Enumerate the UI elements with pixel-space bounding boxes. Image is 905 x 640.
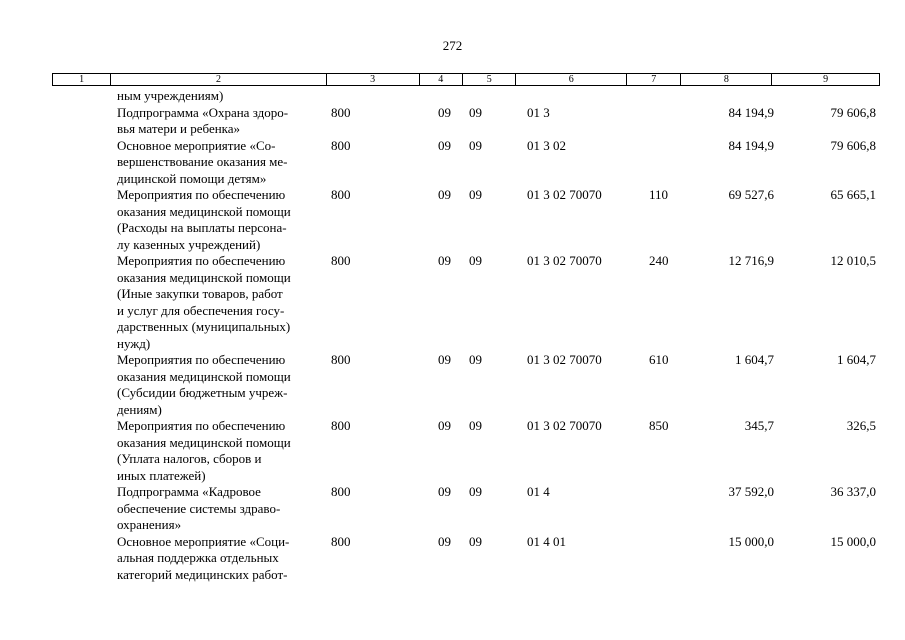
- name-line: Мероприятия по обеспечению: [117, 253, 286, 268]
- cell-col-6: 01 3 02 70070: [527, 253, 602, 268]
- cell-col-8: 84 194,9: [728, 137, 774, 153]
- cell-col-8: 1 604,7: [735, 352, 774, 367]
- column-header-3: 3: [327, 74, 420, 85]
- name-line: категорий медицинских работ-: [117, 566, 288, 582]
- cell-col-5: 09: [469, 418, 482, 433]
- cell-col-9: 79 606,8: [830, 104, 876, 120]
- cell-col-6: [521, 88, 633, 105]
- table-row: [52, 105, 880, 138]
- cell-col-3: 800: [331, 104, 351, 120]
- name-line: обеспечение системы здраво-: [117, 500, 281, 516]
- cell-name: [111, 534, 329, 584]
- cell-name: [111, 187, 329, 253]
- cell-col-1: [52, 187, 111, 253]
- table-body: [52, 88, 880, 583]
- cell-col-9: 326,5: [846, 418, 876, 433]
- cell-col-7: 240: [649, 253, 669, 268]
- cell-col-7: 110: [649, 187, 669, 202]
- cell-name: [111, 253, 329, 352]
- column-header-6: 6: [516, 74, 627, 85]
- column-header-4: 4: [420, 74, 463, 85]
- cell-col-3: 800: [331, 484, 351, 499]
- column-header-1: 1: [53, 74, 111, 85]
- name-line: иных платежей): [117, 467, 206, 483]
- cell-col-5: 09: [469, 137, 482, 153]
- table-row: [52, 138, 880, 188]
- cell-col-1: [52, 88, 111, 105]
- cell-col-4: 09: [438, 533, 451, 549]
- cell-col-4: 09: [438, 187, 451, 202]
- name-line: Основное мероприятие «Со-: [117, 137, 276, 153]
- table-header: [52, 73, 880, 86]
- table-row: [52, 534, 880, 584]
- cell-col-3: 800: [331, 253, 351, 268]
- cell-col-6: 01 4: [527, 484, 550, 499]
- cell-col-5: 09: [469, 352, 482, 367]
- name-line: Мероприятия по обеспечению: [117, 352, 286, 367]
- cell-name: [111, 352, 329, 418]
- name-line: Подпрограмма «Кадровое: [117, 484, 261, 499]
- cell-col-7: [633, 484, 688, 534]
- table-row: [52, 253, 880, 352]
- column-header-8: 8: [681, 74, 772, 85]
- name-line: ным учреждениям): [117, 88, 224, 103]
- cell-col-7: [633, 88, 688, 105]
- table-row: [52, 352, 880, 418]
- name-line: нужд): [117, 335, 151, 351]
- cell-col-8: 69 527,6: [728, 187, 774, 202]
- column-header-2: 2: [111, 74, 326, 85]
- name-line: (Иные закупки товаров, работ: [117, 286, 283, 301]
- cell-name: [111, 105, 329, 138]
- cell-col-9: [780, 88, 880, 105]
- name-line: (Уплата налогов, сборов и: [117, 451, 262, 466]
- cell-col-4: 09: [438, 418, 451, 433]
- cell-col-1: [52, 105, 111, 138]
- cell-col-3: 800: [331, 533, 351, 549]
- cell-col-1: [52, 253, 111, 352]
- cell-col-7: 850: [649, 418, 669, 433]
- cell-col-8: 84 194,9: [728, 104, 774, 120]
- table-row: [52, 484, 880, 534]
- table-row: [52, 187, 880, 253]
- cell-col-6: 01 3 02 70070: [527, 187, 602, 202]
- table-row: [52, 88, 880, 105]
- cell-name: [111, 88, 329, 105]
- name-line: и услуг для обеспечения госу-: [117, 302, 285, 318]
- cell-col-7: 610: [649, 352, 669, 367]
- cell-col-5: 09: [469, 104, 482, 120]
- cell-col-6: 01 3: [527, 104, 550, 120]
- cell-col-3: 800: [331, 137, 351, 153]
- cell-col-8: 345,7: [744, 418, 774, 433]
- name-line: оказания медицинской помощи: [117, 269, 291, 285]
- cell-col-8: 37 592,0: [728, 484, 774, 499]
- name-line: Подпрограмма «Охрана здоро-: [117, 104, 289, 120]
- cell-col-1: [52, 534, 111, 584]
- name-line: вья матери и ребенка»: [117, 121, 241, 136]
- name-line: оказания медицинской помощи: [117, 434, 291, 450]
- cell-name: [111, 138, 329, 188]
- column-header-9: 9: [823, 74, 829, 85]
- name-line: дарственных (муниципальных): [117, 319, 291, 334]
- cell-col-7: [633, 534, 688, 584]
- cell-col-4: 09: [438, 253, 451, 268]
- cell-col-7: [633, 105, 688, 138]
- cell-col-4: 09: [438, 352, 451, 367]
- cell-name: [111, 484, 329, 534]
- name-line: альная поддержка отдельных: [117, 550, 279, 565]
- cell-col-9: 36 337,0: [830, 484, 876, 499]
- cell-col-4: [423, 88, 467, 105]
- name-line: оказания медицинской помощи: [117, 368, 291, 384]
- cell-col-1: [52, 418, 111, 484]
- cell-col-8: [688, 88, 780, 105]
- cell-col-3: [329, 88, 423, 105]
- column-header-7: 7: [627, 74, 681, 85]
- cell-col-8: 12 716,9: [728, 253, 774, 268]
- table-row: [52, 418, 880, 484]
- cell-col-9: 65 665,1: [830, 187, 876, 202]
- cell-col-9: 12 010,5: [830, 253, 876, 268]
- cell-col-7: [633, 138, 688, 188]
- cell-col-1: [52, 352, 111, 418]
- name-line: Основное мероприятие «Соци-: [117, 533, 290, 549]
- name-line: дицинской помощи детям»: [117, 170, 267, 186]
- cell-col-5: 09: [469, 484, 482, 499]
- cell-col-6: 01 3 02 70070: [527, 418, 602, 433]
- name-line: (Расходы на выплаты персона-: [117, 220, 287, 235]
- cell-col-4: 09: [438, 484, 451, 499]
- name-line: охранения»: [117, 517, 182, 532]
- cell-col-6: 01 3 02 70070: [527, 352, 602, 367]
- name-line: (Субсидии бюджетным учреж-: [117, 385, 288, 400]
- cell-col-3: 800: [331, 352, 351, 367]
- cell-col-9: 1 604,7: [837, 352, 876, 367]
- cell-col-6: 01 3 02: [527, 137, 566, 153]
- name-line: Мероприятия по обеспечению: [117, 418, 286, 433]
- cell-col-5: 09: [469, 187, 482, 202]
- cell-col-3: 800: [331, 187, 351, 202]
- cell-col-1: [52, 484, 111, 534]
- cell-col-4: 09: [438, 137, 451, 153]
- cell-col-6: 01 4 01: [527, 533, 566, 549]
- cell-col-1: [52, 138, 111, 188]
- cell-col-8: 15 000,0: [728, 533, 774, 549]
- column-header-5: 5: [463, 74, 516, 85]
- cell-col-3: 800: [331, 418, 351, 433]
- name-line: вершенствование оказания ме-: [117, 154, 288, 169]
- cell-col-4: 09: [438, 104, 451, 120]
- name-line: оказания медицинской помощи: [117, 203, 291, 219]
- name-line: дениям): [117, 401, 162, 417]
- cell-col-9: 79 606,8: [830, 137, 876, 153]
- cell-col-5: 09: [469, 533, 482, 549]
- cell-col-5: 09: [469, 253, 482, 268]
- page-number: 272: [442, 38, 463, 53]
- name-line: лу казенных учреждений): [117, 236, 261, 252]
- name-line: Мероприятия по обеспечению: [117, 187, 286, 202]
- cell-name: [111, 418, 329, 484]
- cell-col-9: 15 000,0: [830, 533, 876, 549]
- cell-col-5: [467, 88, 521, 105]
